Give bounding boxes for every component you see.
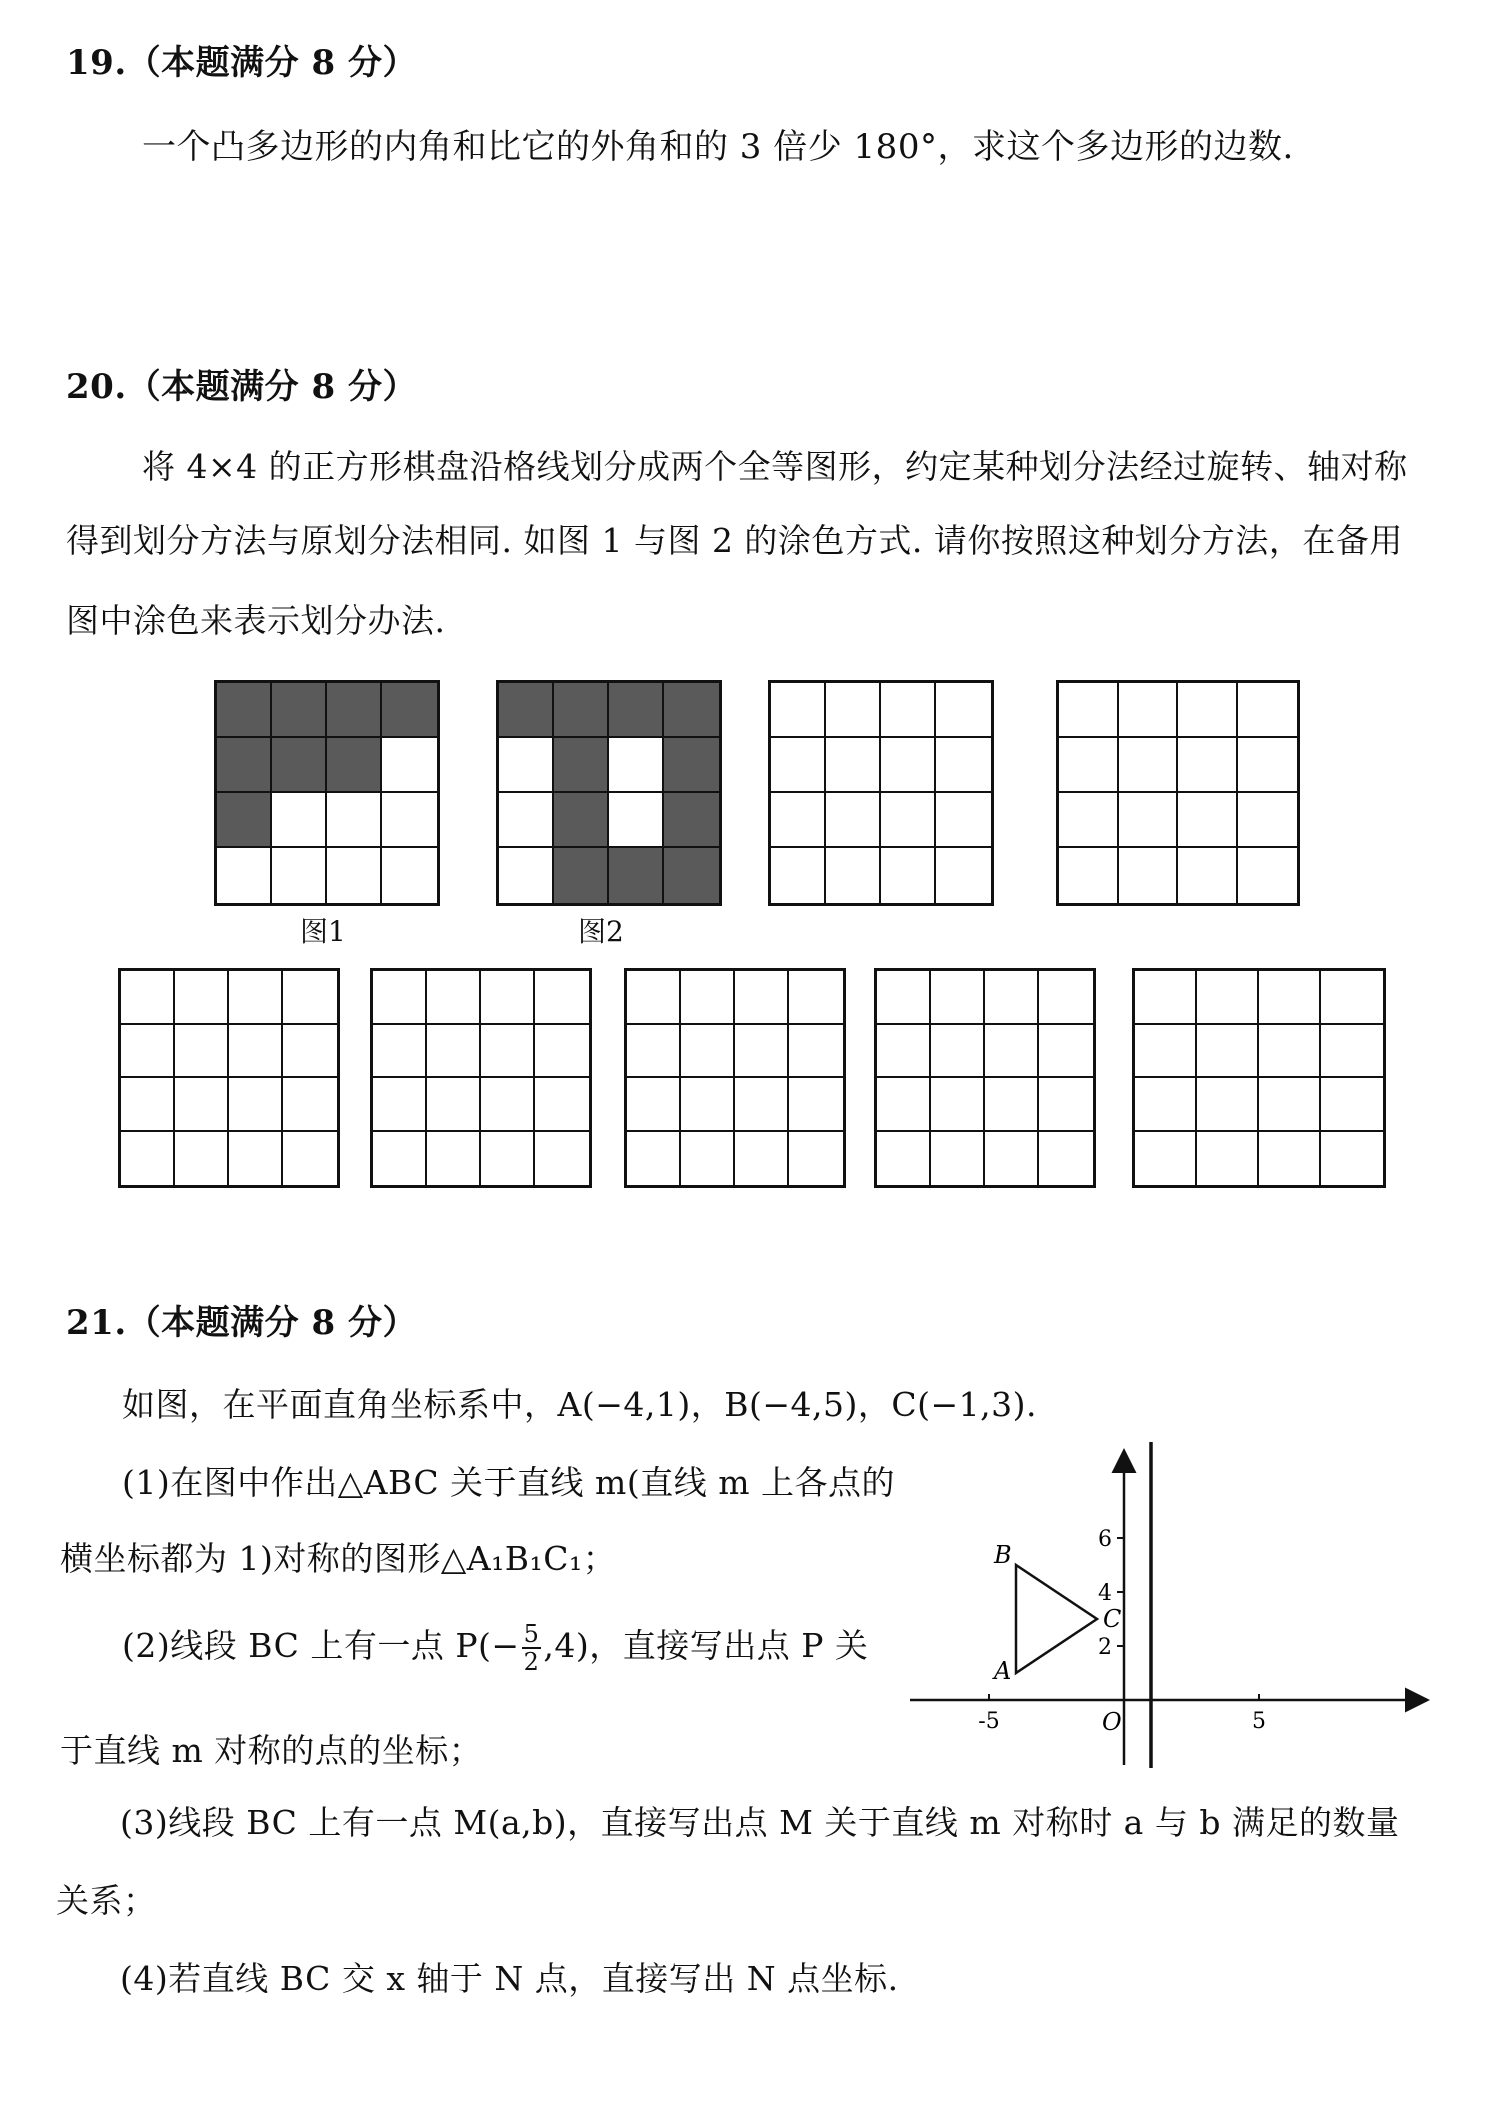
blank-grid-cell[interactable]: [627, 971, 681, 1025]
figure-2-cell: [609, 683, 664, 738]
blank-grid-cell[interactable]: [936, 793, 991, 848]
blank-grid-cell[interactable]: [1119, 793, 1179, 848]
figure-1-cell: [272, 738, 327, 793]
q21-intro: 如图，在平面直角坐标系中，A(−4,1)，B(−4,5)，C(−1,3).: [122, 1385, 1037, 1424]
figure-2-cell: [609, 738, 664, 793]
figure-1-cell: [272, 683, 327, 738]
blank-grid-cell[interactable]: [936, 738, 991, 793]
blank-grid-cell[interactable]: [877, 1025, 931, 1079]
blank-grid-cell[interactable]: [1059, 793, 1119, 848]
blank-grid-cell[interactable]: [535, 1025, 589, 1079]
blank-grid-cell[interactable]: [1059, 738, 1119, 793]
blank-grid-cell[interactable]: [1135, 1025, 1197, 1079]
blank-grid-2[interactable]: [1056, 680, 1300, 906]
figure-1-grid: [214, 680, 440, 906]
figure-1-cell: [217, 848, 272, 903]
blank-grid-cell[interactable]: [881, 683, 936, 738]
figure-2-caption: 图2: [578, 915, 624, 948]
blank-grid-6[interactable]: [874, 968, 1096, 1188]
blank-grid-cell[interactable]: [877, 1132, 931, 1186]
coordinate-graph: [900, 1440, 1440, 1770]
blank-grid-cell[interactable]: [373, 1078, 427, 1132]
blank-grid-cell[interactable]: [373, 971, 427, 1025]
blank-grid-7[interactable]: [1132, 968, 1386, 1188]
blank-grid-cell[interactable]: [1135, 971, 1197, 1025]
q21-part2-post: ,4)，直接写出点 P 关: [543, 1626, 869, 1665]
blank-grid-cell[interactable]: [826, 738, 881, 793]
blank-grid-cell[interactable]: [283, 1025, 337, 1079]
blank-grid-cell[interactable]: [535, 1132, 589, 1186]
blank-grid-cell[interactable]: [735, 1132, 789, 1186]
figure-2-cell: [499, 848, 554, 903]
blank-grid-cell[interactable]: [789, 1132, 843, 1186]
blank-grid-cell[interactable]: [1259, 971, 1321, 1025]
y-tick-label: 4: [1098, 1581, 1112, 1606]
blank-grid-cell[interactable]: [175, 1078, 229, 1132]
fraction-denominator: 2: [523, 1648, 540, 1676]
figure-1-cell: [382, 683, 437, 738]
x-tick-label: -5: [978, 1709, 1000, 1734]
blank-grid-cell[interactable]: [1321, 1025, 1383, 1079]
q21-part1-line-b: 横坐标都为 1)对称的图形△A₁B₁C₁；: [60, 1539, 617, 1578]
figure-2-cell: [664, 793, 719, 848]
y-tick-label: 2: [1098, 1635, 1112, 1660]
q21-heading: 21.（本题满分 8 分）: [66, 1303, 417, 1343]
blank-grid-cell[interactable]: [1119, 683, 1179, 738]
blank-grid-cell[interactable]: [427, 971, 481, 1025]
blank-grid-cell[interactable]: [681, 1132, 735, 1186]
blank-grid-cell[interactable]: [931, 1078, 985, 1132]
figure-2-cell: [499, 793, 554, 848]
blank-grid-cell[interactable]: [481, 971, 535, 1025]
blank-grid-cell[interactable]: [229, 1078, 283, 1132]
figure-1-cell: [327, 793, 382, 848]
blank-grid-cell[interactable]: [535, 1078, 589, 1132]
blank-grid-cell[interactable]: [373, 1132, 427, 1186]
blank-grid-cell[interactable]: [789, 1078, 843, 1132]
figure-1-caption: 图1: [300, 915, 346, 948]
blank-grid-cell[interactable]: [1321, 1078, 1383, 1132]
blank-grid-cell[interactable]: [681, 1025, 735, 1079]
blank-grid-cell[interactable]: [1259, 1025, 1321, 1079]
blank-grid-cell[interactable]: [121, 971, 175, 1025]
blank-grid-cell[interactable]: [481, 1025, 535, 1079]
blank-grid-cell[interactable]: [931, 971, 985, 1025]
blank-grid-cell[interactable]: [1119, 848, 1179, 903]
blank-grid-cell[interactable]: [1238, 848, 1298, 903]
blank-grid-cell[interactable]: [1135, 1078, 1197, 1132]
blank-grid-1[interactable]: [768, 680, 994, 906]
figure-2-cell: [609, 848, 664, 903]
blank-grid-cell[interactable]: [877, 971, 931, 1025]
blank-grid-cell[interactable]: [735, 1025, 789, 1079]
q21-part3-line-a: (3)线段 BC 上有一点 M(a,b)，直接写出点 M 关于直线 m 对称时 a 与 b 满足的数量: [120, 1803, 1400, 1842]
blank-grid-cell[interactable]: [427, 1078, 481, 1132]
figure-1-cell: [382, 848, 437, 903]
blank-grid-cell[interactable]: [789, 1025, 843, 1079]
triangle-abc: [1016, 1565, 1097, 1673]
blank-grid-cell[interactable]: [627, 1025, 681, 1079]
figure-1-cell: [217, 793, 272, 848]
blank-grid-cell[interactable]: [175, 1132, 229, 1186]
blank-grid-cell[interactable]: [1178, 683, 1238, 738]
blank-grid-cell[interactable]: [229, 1132, 283, 1186]
blank-grid-cell[interactable]: [1238, 738, 1298, 793]
blank-grid-cell[interactable]: [936, 683, 991, 738]
blank-grid-cell[interactable]: [1259, 1078, 1321, 1132]
blank-grid-cell[interactable]: [1178, 793, 1238, 848]
figure-2-cell: [664, 683, 719, 738]
figure-2-cell: [554, 738, 609, 793]
figure-1-cell: [382, 793, 437, 848]
q19-heading: 19.（本题满分 8 分）: [66, 43, 417, 83]
blank-grid-cell[interactable]: [121, 1025, 175, 1079]
point-label-b: B: [994, 1541, 1012, 1569]
blank-grid-cell[interactable]: [826, 793, 881, 848]
blank-grid-cell[interactable]: [931, 1025, 985, 1079]
q21-part2-line-a: [122, 1622, 868, 1674]
q21-part2-fraction: [522, 1622, 542, 1674]
blank-grid-cell[interactable]: [481, 1132, 535, 1186]
y-tick-label: 6: [1098, 1527, 1112, 1552]
blank-grid-cell[interactable]: [229, 1025, 283, 1079]
figure-2-cell: [499, 683, 554, 738]
figure-2-cell: [554, 848, 609, 903]
blank-grid-cell[interactable]: [985, 1078, 1039, 1132]
blank-grid-cell[interactable]: [826, 848, 881, 903]
blank-grid-cell[interactable]: [283, 1078, 337, 1132]
blank-grid-cell[interactable]: [427, 1025, 481, 1079]
blank-grid-cell[interactable]: [771, 793, 826, 848]
blank-grid-cell[interactable]: [735, 1078, 789, 1132]
figure-1-cell: [217, 683, 272, 738]
blank-grid-4[interactable]: [370, 968, 592, 1188]
figure-2-cell: [609, 793, 664, 848]
blank-grid-cell[interactable]: [1238, 683, 1298, 738]
blank-grid-cell[interactable]: [1135, 1132, 1197, 1186]
q20-heading: 20.（本题满分 8 分）: [66, 367, 417, 407]
q20-line2: 得到划分方法与原划分法相同. 如图 1 与图 2 的涂色方式. 请你按照这种划分方法，在备用: [66, 521, 1403, 560]
figure-2-cell: [554, 683, 609, 738]
blank-grid-cell[interactable]: [881, 738, 936, 793]
blank-grid-cell[interactable]: [1197, 1132, 1259, 1186]
blank-grid-cell[interactable]: [1039, 1132, 1093, 1186]
blank-grid-cell[interactable]: [229, 971, 283, 1025]
blank-grid-cell[interactable]: [1321, 1132, 1383, 1186]
figure-2-grid: [496, 680, 722, 906]
blank-grid-cell[interactable]: [175, 1025, 229, 1079]
x-tick-label: 5: [1252, 1709, 1266, 1734]
blank-grid-cell[interactable]: [826, 683, 881, 738]
blank-grid-cell[interactable]: [881, 848, 936, 903]
blank-grid-cell[interactable]: [283, 1132, 337, 1186]
fraction-numerator: 5: [523, 1620, 540, 1648]
figure-1-cell: [272, 793, 327, 848]
figure-1-cell: [382, 738, 437, 793]
q20-line3: 图中涂色来表示划分办法.: [66, 601, 446, 640]
q21-part2-pre: (2)线段 BC 上有一点 P(−: [122, 1626, 520, 1665]
blank-grid-cell[interactable]: [1039, 971, 1093, 1025]
figure-2-cell: [664, 848, 719, 903]
blank-grid-cell[interactable]: [1119, 738, 1179, 793]
blank-grid-cell[interactable]: [681, 1078, 735, 1132]
blank-grid-cell[interactable]: [373, 1025, 427, 1079]
figure-1-cell: [217, 738, 272, 793]
figure-2-cell: [499, 738, 554, 793]
q21-part4: (4)若直线 BC 交 x 轴于 N 点，直接写出 N 点坐标.: [120, 1959, 899, 1998]
origin-label: O: [1102, 1708, 1122, 1736]
point-label-c: C: [1103, 1605, 1122, 1633]
q21-part3-line-b: 关系；: [56, 1881, 157, 1920]
figure-2-cell: [554, 793, 609, 848]
blank-grid-3[interactable]: [118, 968, 340, 1188]
blank-grid-cell[interactable]: [1178, 848, 1238, 903]
blank-grid-cell[interactable]: [1321, 971, 1383, 1025]
blank-grid-cell[interactable]: [931, 1132, 985, 1186]
blank-grid-cell[interactable]: [283, 971, 337, 1025]
blank-grid-cell[interactable]: [985, 971, 1039, 1025]
q21-part2-line-b: 于直线 m 对称的点的坐标；: [60, 1731, 483, 1770]
blank-grid-cell[interactable]: [771, 848, 826, 903]
blank-grid-cell[interactable]: [121, 1078, 175, 1132]
blank-grid-cell[interactable]: [1259, 1132, 1321, 1186]
blank-grid-cell[interactable]: [735, 971, 789, 1025]
blank-grid-cell[interactable]: [1197, 971, 1259, 1025]
q19-text: 一个凸多边形的内角和比它的外角和的 3 倍少 180°，求这个多边形的边数.: [142, 127, 1294, 167]
blank-grid-cell[interactable]: [1238, 793, 1298, 848]
figure-1-cell: [327, 683, 382, 738]
figure-2-cell: [664, 738, 719, 793]
blank-grid-cell[interactable]: [427, 1132, 481, 1186]
blank-grid-cell[interactable]: [1059, 683, 1119, 738]
blank-grid-cell[interactable]: [936, 848, 991, 903]
blank-grid-5[interactable]: [624, 968, 846, 1188]
blank-grid-cell[interactable]: [627, 1132, 681, 1186]
figure-1-cell: [327, 848, 382, 903]
figure-1-cell: [327, 738, 382, 793]
figure-1-cell: [272, 848, 327, 903]
blank-grid-cell[interactable]: [985, 1132, 1039, 1186]
blank-grid-cell[interactable]: [1039, 1025, 1093, 1079]
blank-grid-cell[interactable]: [881, 793, 936, 848]
q21-part1-line-a: (1)在图中作出△ABC 关于直线 m(直线 m 上各点的: [122, 1463, 895, 1502]
blank-grid-cell[interactable]: [121, 1132, 175, 1186]
blank-grid-cell[interactable]: [1039, 1078, 1093, 1132]
blank-grid-cell[interactable]: [985, 1025, 1039, 1079]
blank-grid-cell[interactable]: [1197, 1078, 1259, 1132]
blank-grid-cell[interactable]: [1059, 848, 1119, 903]
blank-grid-cell[interactable]: [771, 738, 826, 793]
point-label-a: A: [994, 1657, 1012, 1685]
blank-grid-cell[interactable]: [771, 683, 826, 738]
q20-line1: 将 4×4 的正方形棋盘沿格线划分成两个全等图形，约定某种划分法经过旋转、轴对称: [142, 447, 1408, 486]
blank-grid-cell[interactable]: [627, 1078, 681, 1132]
blank-grid-cell[interactable]: [789, 971, 843, 1025]
blank-grid-cell[interactable]: [175, 971, 229, 1025]
blank-grid-cell[interactable]: [1197, 1025, 1259, 1079]
blank-grid-cell[interactable]: [535, 971, 589, 1025]
blank-grid-cell[interactable]: [681, 971, 735, 1025]
blank-grid-cell[interactable]: [1178, 738, 1238, 793]
blank-grid-cell[interactable]: [481, 1078, 535, 1132]
blank-grid-cell[interactable]: [877, 1078, 931, 1132]
